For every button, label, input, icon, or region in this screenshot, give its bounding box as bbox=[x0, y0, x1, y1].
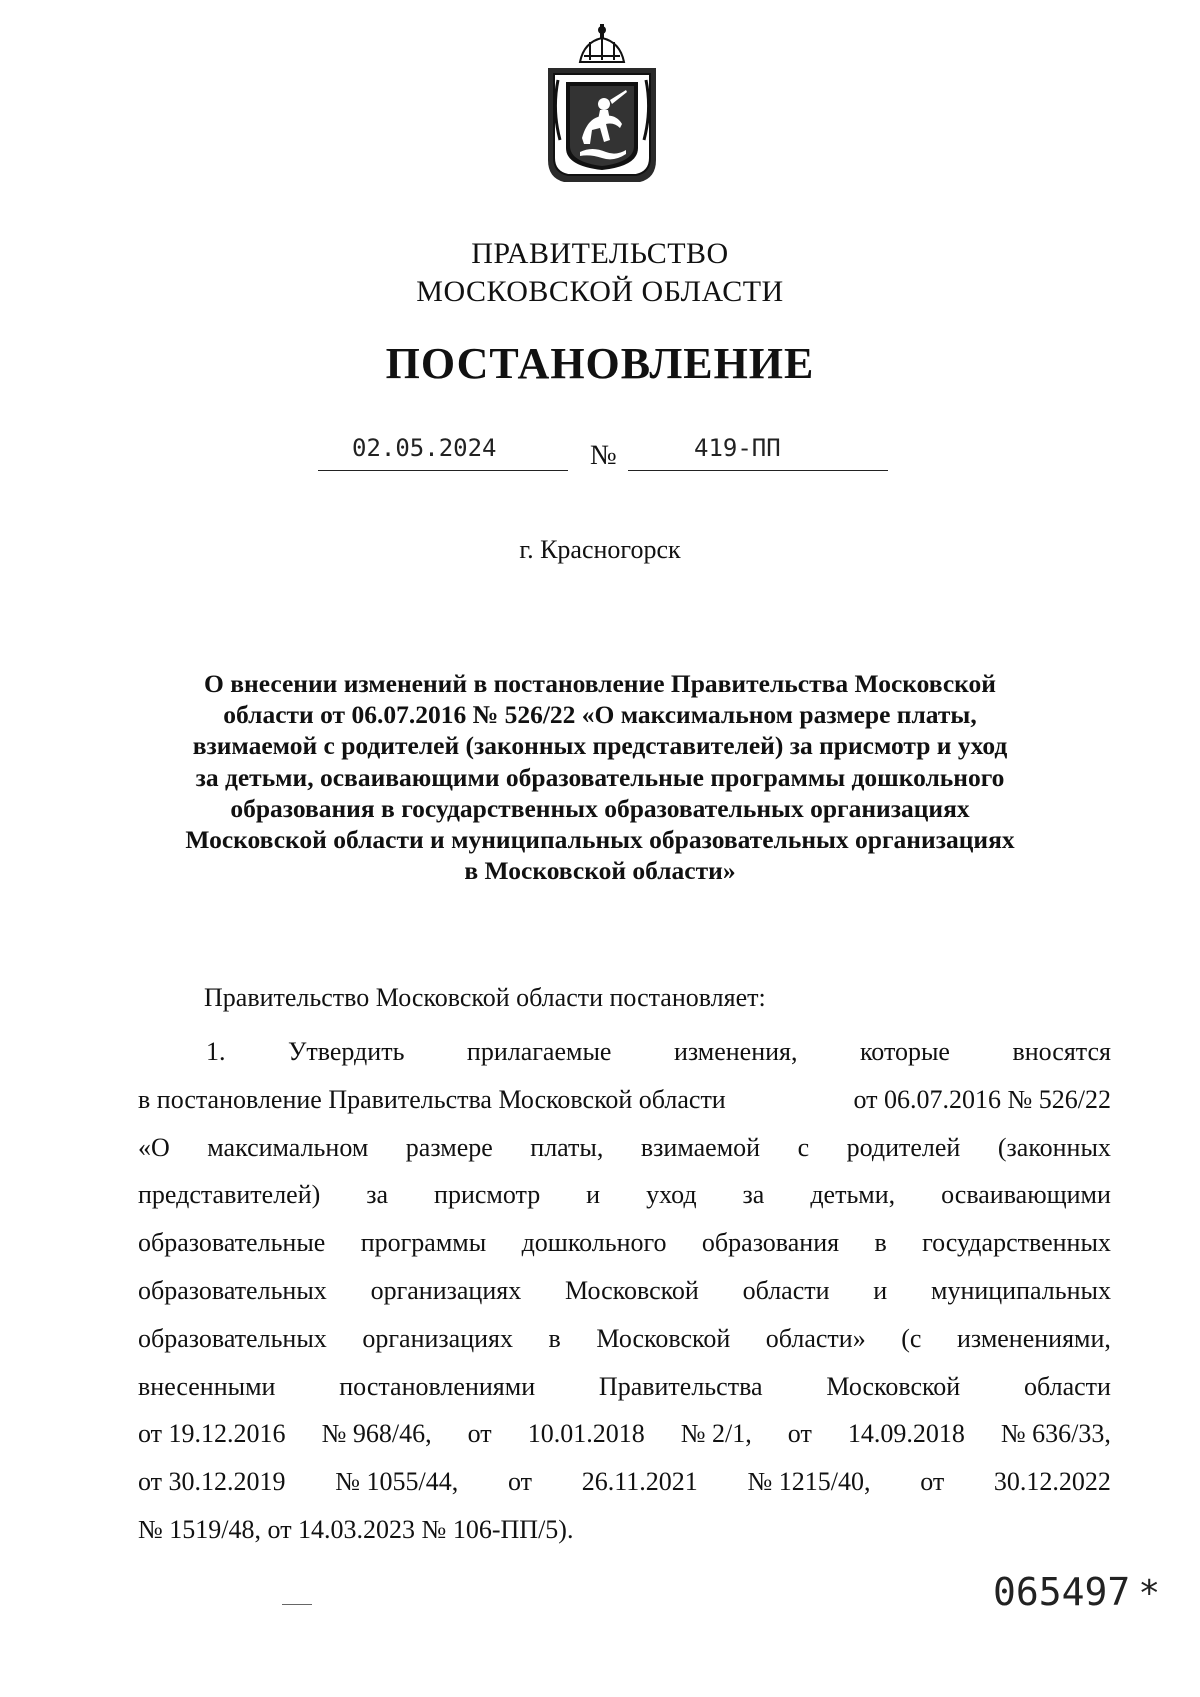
body-word: № 1519/48, от 14.03.2023 № 106-ПП/5). bbox=[138, 1514, 574, 1544]
title-line: образования в государственных образовательных организациях bbox=[230, 793, 970, 823]
body-word: за bbox=[366, 1180, 389, 1210]
body-word: Московской bbox=[564, 1275, 699, 1305]
body-word: за bbox=[742, 1180, 765, 1210]
body-word: взимаемой bbox=[640, 1132, 761, 1162]
title-line: взимаемой с родителей (законных представителей) за присмотр и уход bbox=[192, 731, 1008, 761]
body-word: программы bbox=[360, 1228, 487, 1258]
body-word: Московской bbox=[596, 1323, 731, 1353]
body-word: присмотр bbox=[434, 1180, 541, 1210]
body-word: области bbox=[742, 1275, 830, 1305]
document-date: 02.05.2024 bbox=[352, 434, 497, 462]
body-word: 14.09.2018 bbox=[847, 1419, 965, 1449]
body-word: от bbox=[507, 1467, 532, 1497]
body-word: (с bbox=[901, 1323, 922, 1353]
body-word: осваивающими bbox=[941, 1180, 1111, 1210]
body-word: № 1055/44, bbox=[335, 1467, 459, 1497]
title-line: Московской области и муниципальных образовательных организациях bbox=[185, 825, 1015, 855]
body-word: которые bbox=[859, 1037, 950, 1066]
body-line bbox=[138, 1363, 1111, 1411]
title-line: О внесении изменений в постановление Правительства Московской bbox=[204, 669, 996, 698]
body-word: Московской bbox=[826, 1371, 961, 1401]
body-word: образовательных bbox=[138, 1323, 327, 1353]
document-number: 419-ПП bbox=[694, 434, 781, 462]
body-word: от bbox=[920, 1467, 945, 1497]
body-line bbox=[138, 1267, 1111, 1315]
body-word: прилагаемые bbox=[466, 1037, 612, 1066]
preamble: Правительство Московской области постановляет: bbox=[204, 983, 766, 1012]
body-word: № 968/46, bbox=[321, 1419, 432, 1449]
body-word: уход bbox=[646, 1180, 697, 1210]
body-word: № 1215/40, bbox=[747, 1467, 871, 1497]
body-word: 26.11.2021 bbox=[581, 1467, 698, 1497]
body-word: платы, bbox=[530, 1132, 604, 1162]
body-word: максимальном bbox=[207, 1132, 369, 1162]
body-word: изменения, bbox=[673, 1037, 798, 1066]
body-word: от 19.12.2016 bbox=[138, 1419, 286, 1449]
body-word: № 2/1, bbox=[680, 1419, 752, 1449]
body-word: и bbox=[873, 1275, 888, 1305]
body-word: представителей) bbox=[138, 1180, 321, 1210]
body-word: в bbox=[874, 1228, 887, 1258]
body-line bbox=[138, 1124, 1111, 1172]
body-word: образовательных bbox=[138, 1275, 327, 1305]
body-word: изменениями, bbox=[957, 1323, 1111, 1353]
body-word: 1. bbox=[206, 1037, 226, 1066]
body-word: постановлениями bbox=[339, 1371, 536, 1401]
title-line: области от 06.07.2016 № 526/22 «О максимальном размере платы, bbox=[223, 700, 977, 730]
body-word: с bbox=[797, 1132, 810, 1162]
body-word: № 636/33, bbox=[1000, 1419, 1111, 1449]
body-line bbox=[138, 1315, 1111, 1363]
body-line bbox=[138, 1028, 1111, 1076]
serial-stamp bbox=[993, 1570, 1160, 1614]
date-field bbox=[318, 432, 568, 471]
body-word: вносятся bbox=[1012, 1037, 1111, 1066]
body-line bbox=[138, 1410, 1111, 1458]
body-word: внесенными bbox=[138, 1371, 276, 1401]
body-line bbox=[138, 1458, 1111, 1506]
body-line bbox=[138, 1219, 1111, 1267]
document-title bbox=[140, 668, 1060, 886]
body-word: от 06.07.2016 № 526/22 bbox=[853, 1084, 1111, 1114]
body-word: 10.01.2018 bbox=[527, 1419, 645, 1449]
coat-of-arms-icon bbox=[540, 20, 664, 190]
number-field bbox=[628, 432, 888, 471]
body-word: государственных bbox=[922, 1228, 1111, 1258]
body-word: размере bbox=[405, 1132, 493, 1162]
body-line bbox=[138, 1171, 1111, 1219]
number-sign: № bbox=[590, 440, 617, 471]
organization-region: МОСКОВСКОЙ ОБЛАСТИ bbox=[416, 275, 784, 308]
title-line: в Московской области» bbox=[464, 856, 736, 886]
body-word: области bbox=[1024, 1371, 1111, 1401]
margin-mark bbox=[282, 1604, 312, 1605]
body-word: (законных bbox=[997, 1132, 1111, 1162]
body-word: в постановление Правительства Московской области bbox=[138, 1084, 726, 1114]
title-line: за детьми, осваивающими образовательные программы дошкольного bbox=[195, 762, 1005, 792]
serial-number: 065497 bbox=[993, 1570, 1131, 1614]
body-line bbox=[138, 1506, 1111, 1554]
body-line bbox=[138, 1076, 1111, 1124]
body-word: детьми, bbox=[810, 1180, 896, 1210]
body-word: в bbox=[548, 1323, 561, 1353]
body-word: области» bbox=[765, 1323, 866, 1353]
body-word: дошкольного bbox=[521, 1228, 667, 1258]
body-word: «О bbox=[138, 1132, 170, 1162]
organization-name: ПРАВИТЕЛЬСТВО bbox=[471, 237, 729, 270]
body-word: от 30.12.2019 bbox=[138, 1467, 286, 1497]
city: г. Красногорск bbox=[519, 535, 681, 564]
body-word: Утвердить bbox=[287, 1037, 405, 1066]
document-body bbox=[138, 1028, 1111, 1554]
body-word: 30.12.2022 bbox=[993, 1467, 1111, 1497]
body-word: муниципальных bbox=[930, 1275, 1111, 1305]
body-word: образования bbox=[701, 1228, 840, 1258]
body-word: от bbox=[467, 1419, 492, 1449]
body-word: от bbox=[787, 1419, 812, 1449]
body-word: Правительства bbox=[598, 1371, 763, 1401]
body-word: и bbox=[586, 1180, 601, 1210]
body-word: организациях bbox=[370, 1275, 522, 1305]
document-type: ПОСТАНОВЛЕНИЕ bbox=[385, 339, 815, 388]
body-word: образовательные bbox=[138, 1228, 326, 1258]
asterisk-icon: * bbox=[1138, 1573, 1160, 1614]
body-word: родителей bbox=[846, 1132, 961, 1162]
body-word: организациях bbox=[362, 1323, 513, 1353]
